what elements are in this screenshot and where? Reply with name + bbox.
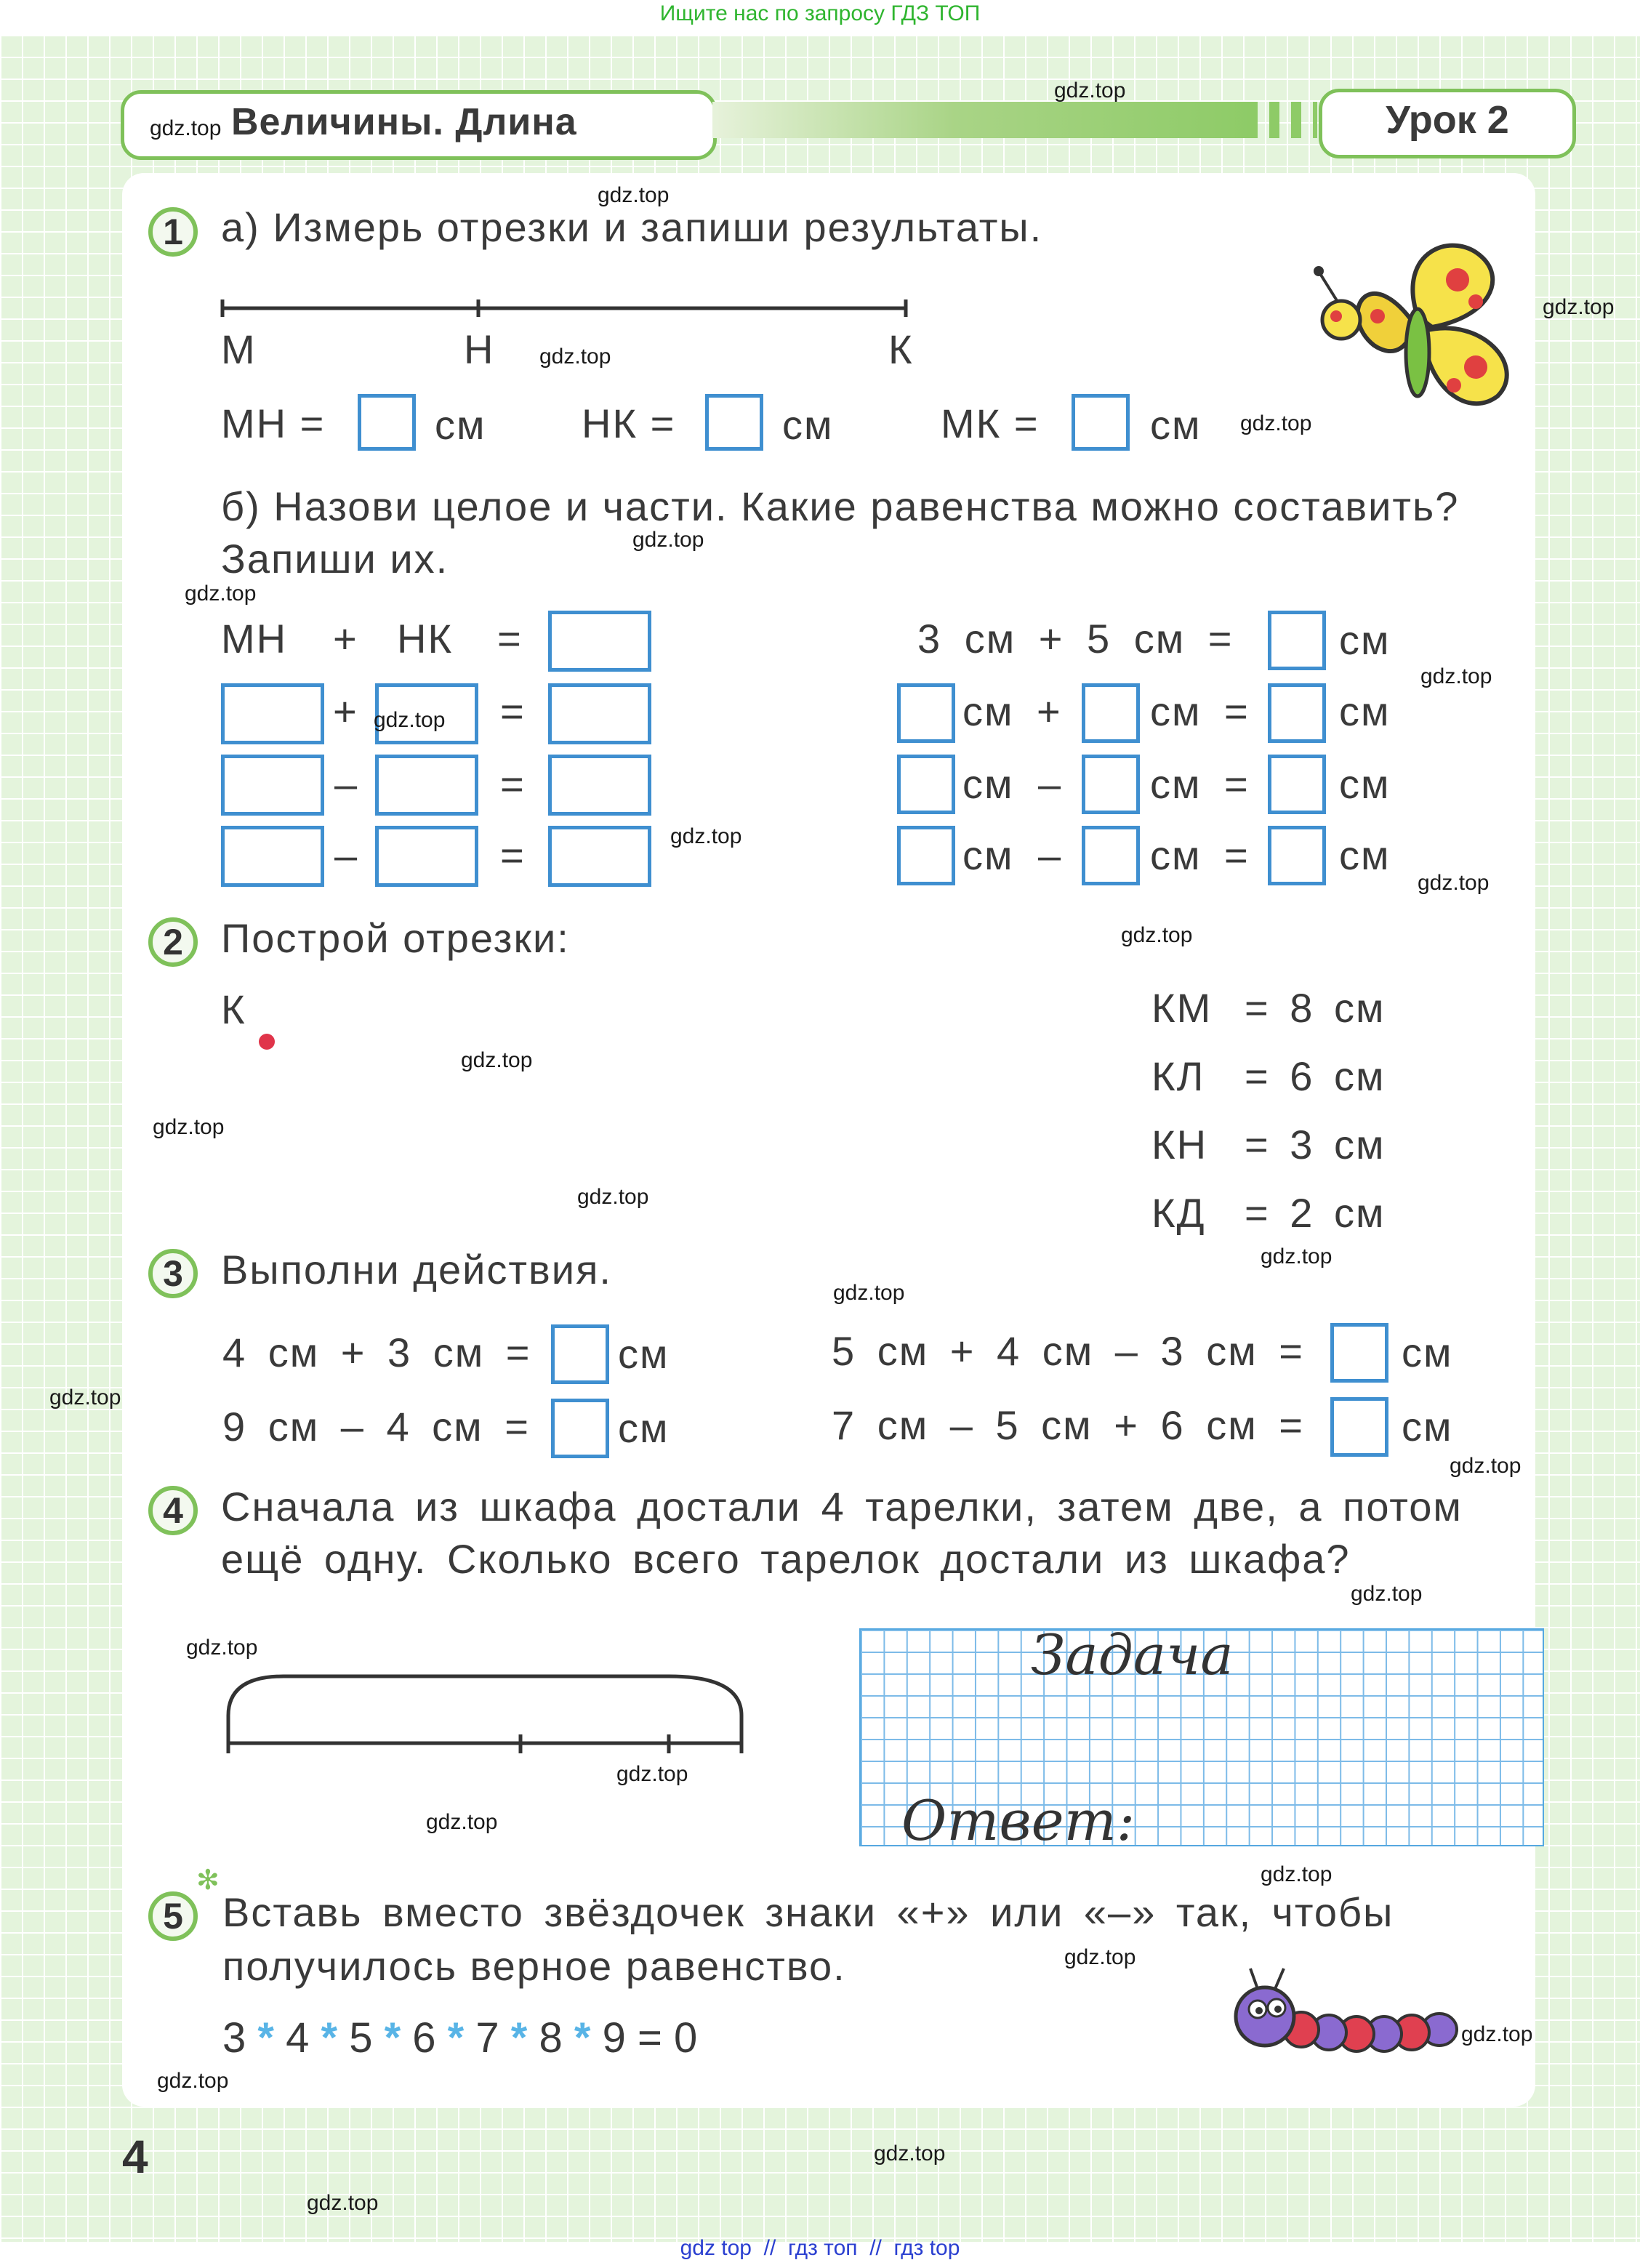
watermark-text: gdz.top (632, 528, 704, 552)
task1-number: 1 (148, 207, 198, 257)
task4-answer-word: Ответ: (901, 1788, 1135, 1853)
watermark-text: gdz.top (1420, 664, 1492, 688)
eq5-result-box[interactable] (1268, 611, 1326, 670)
unit-cm: см (1339, 761, 1391, 807)
segment-kd-value: = 2 см (1245, 1190, 1386, 1236)
segment-kh-name: КН (1151, 1122, 1208, 1167)
unit-cm: см (1150, 402, 1202, 448)
watermark-text: gdz.top (1543, 295, 1615, 319)
watermark-text: gdz.top (186, 1636, 258, 1660)
watermark-text: gdz.top (374, 708, 446, 732)
watermark-text: gdz.top (49, 1386, 121, 1410)
footer-links[interactable]: gdz top // гдз топ // гдз top (680, 2236, 960, 2260)
lesson-label: Урок 2 (1386, 98, 1509, 142)
watermark-text: gdz.top (157, 2069, 229, 2093)
header-stripe (712, 102, 1250, 138)
point-k-dot[interactable] (259, 1034, 275, 1050)
point-m-label: М (221, 326, 257, 372)
watermark-text: gdz.top (307, 2191, 379, 2215)
unit-cm: см (618, 1331, 670, 1377)
sign-slot[interactable]: * (257, 2014, 274, 2062)
sign-slot[interactable]: * (447, 2014, 465, 2062)
unit-cm: см (1339, 617, 1391, 663)
eq2-op: + (333, 688, 358, 734)
digit: 4 (286, 2014, 310, 2062)
eq3-box-a[interactable] (221, 755, 324, 816)
eq3-box-b[interactable] (375, 755, 478, 816)
equation-result: = 0 (637, 2014, 698, 2062)
eq7-box-a[interactable] (897, 755, 955, 814)
task5-star-marker: ✻ (196, 1865, 220, 1896)
measure-hk-label: НК = (582, 401, 676, 446)
eq6-result-box[interactable] (1268, 683, 1326, 743)
task5-equation (222, 2014, 697, 2062)
sign-slot[interactable]: * (510, 2014, 528, 2062)
unit-cm: см (1339, 688, 1391, 734)
watermark-text: gdz.top (185, 582, 257, 606)
eq7-equals: = (1224, 761, 1250, 807)
measure-mk-label: МК = (941, 401, 1040, 446)
task1-b-text-line1: б) Назови целое и части. Какие равенства можно составить? (221, 483, 1460, 529)
eq-left-hk: НК (397, 616, 454, 662)
task1-a-text: а) Измерь отрезки и запиши результаты. (221, 204, 1043, 250)
eq6-op: + (1037, 688, 1062, 734)
watermark-text: gdz.top (539, 345, 611, 369)
eq8-equals: = (1224, 832, 1250, 878)
watermark-text: gdz.top (1121, 923, 1193, 947)
unit-cm: см (1150, 832, 1202, 878)
header-ticks (1247, 102, 1317, 138)
eq7-result-box[interactable] (1268, 755, 1326, 814)
point-k-label: К (221, 986, 246, 1032)
task1-b-text-line2: Запиши их. (221, 536, 449, 582)
task3-expr-1: 4 см + 3 см = (222, 1330, 531, 1375)
eq2-result-box[interactable] (548, 683, 651, 744)
header-watermark: gdz.top (150, 116, 222, 140)
page-number: 4 (122, 2131, 148, 2183)
eq-left-plus: + (333, 616, 358, 662)
answer-box-mh[interactable] (358, 394, 416, 451)
answer-box-mk[interactable] (1072, 394, 1130, 451)
unit-cm: см (1150, 761, 1202, 807)
task4-schema (218, 1665, 756, 1766)
unit-cm: см (618, 1405, 670, 1451)
eq4-equals: = (500, 832, 526, 878)
segment-kh-value: = 3 см (1245, 1122, 1386, 1167)
watermark-text: gdz.top (1240, 411, 1312, 435)
eq3-op: – (334, 761, 359, 807)
eq6-equals: = (1224, 688, 1250, 734)
task3-answer-box-2[interactable] (551, 1399, 609, 1458)
eq1-result-box[interactable] (548, 611, 651, 672)
segment-km-name: КМ (1151, 985, 1213, 1031)
watermark-text: gdz.top (1261, 1862, 1332, 1886)
eq6-box-a[interactable] (897, 683, 955, 743)
task4-task-word: Задача (1031, 1622, 1234, 1687)
segment-kl-value: = 6 см (1245, 1053, 1386, 1099)
segment-mk (211, 291, 923, 327)
unit-cm: см (962, 832, 1014, 878)
butterfly-illustration (1309, 229, 1527, 425)
eq2-equals: = (500, 688, 526, 734)
watermark-text: gdz.top (1261, 1244, 1332, 1268)
eq6-box-b[interactable] (1082, 683, 1140, 743)
eq-right-first: 3 см + 5 см = (917, 616, 1234, 662)
task3-answer-box-3[interactable] (1330, 1323, 1388, 1383)
digit: 6 (412, 2014, 436, 2062)
eq-left-equals: = (497, 616, 523, 662)
task3-expr-3: 5 см + 4 см – 3 см = (832, 1328, 1304, 1374)
sign-slot[interactable]: * (384, 2014, 401, 2062)
unit-cm: см (1402, 1330, 1453, 1375)
unit-cm: см (962, 688, 1014, 734)
unit-cm: см (962, 761, 1014, 807)
watermark-text: gdz.top (577, 1185, 649, 1209)
eq-left-mh: МН (221, 616, 288, 662)
segment-kd-name: КД (1151, 1190, 1206, 1236)
answer-box-hk[interactable] (705, 394, 763, 451)
eq4-op: – (334, 832, 359, 878)
point-h-label: Н (464, 326, 495, 372)
eq7-op: – (1038, 761, 1063, 807)
task3-answer-box-1[interactable] (551, 1324, 609, 1384)
unit-cm: см (1402, 1404, 1453, 1449)
watermark-text: gdz.top (616, 1762, 688, 1786)
task3-number: 3 (148, 1249, 198, 1298)
task2-number: 2 (148, 917, 198, 967)
task5-number: 5 (148, 1891, 198, 1941)
watermark-text: gdz.top (833, 1281, 905, 1305)
topic-title: Величины. Длина (231, 101, 577, 143)
eq4-box-b[interactable] (375, 826, 478, 887)
segment-kl-name: КЛ (1151, 1053, 1205, 1099)
point-k-label: К (888, 326, 914, 372)
measure-mh-label: МН = (221, 401, 326, 446)
digit: 7 (475, 2014, 499, 2062)
sign-slot[interactable]: * (321, 2014, 338, 2062)
digit: 9 (602, 2014, 626, 2062)
eq3-equals: = (500, 761, 526, 807)
sign-slot[interactable]: * (574, 2014, 591, 2062)
watermark-text: gdz.top (1461, 2022, 1533, 2046)
eq3-result-box[interactable] (548, 755, 651, 816)
unit-cm: см (782, 402, 834, 448)
eq4-box-a[interactable] (221, 826, 324, 887)
watermark-text: gdz.top (1418, 871, 1490, 895)
unit-cm: см (1150, 688, 1202, 734)
watermark-text: gdz.top (426, 1810, 498, 1834)
digit: 8 (539, 2014, 563, 2062)
digit: 3 (222, 2014, 246, 2062)
eq7-box-b[interactable] (1082, 755, 1140, 814)
task4-text-line2: ещё одну. Сколько всего тарелок достали из шкафа? (221, 1536, 1351, 1582)
eq8-box-a[interactable] (897, 826, 955, 885)
task2-text: Построй отрезки: (221, 915, 570, 961)
task4-text-line1: Сначала из шкафа достали 4 тарелки, затем две, а потом (221, 1484, 1463, 1529)
eq4-result-box[interactable] (548, 826, 651, 887)
task3-expr-2: 9 см – 4 см = (222, 1404, 530, 1449)
eq8-box-b[interactable] (1082, 826, 1140, 885)
task5-text-line2: получилось верное равенство. (222, 1943, 846, 1989)
segment-km-value: = 8 см (1245, 985, 1386, 1031)
watermark-text: gdz.top (874, 2142, 946, 2166)
task4-number: 4 (148, 1486, 198, 1535)
watermark-text: gdz.top (598, 183, 670, 207)
watermark-text: gdz.top (1064, 1945, 1136, 1969)
task3-expr-4: 7 см – 5 см + 6 см = (832, 1402, 1304, 1448)
eq8-op: – (1038, 832, 1063, 878)
eq8-result-box[interactable] (1268, 826, 1326, 885)
digit: 5 (349, 2014, 373, 2062)
watermark-text: gdz.top (1450, 1454, 1522, 1478)
watermark-text: gdz.top (1351, 1582, 1423, 1606)
watermark-text: gdz.top (461, 1048, 533, 1072)
watermark-text: gdz.top (153, 1115, 225, 1139)
eq2-box-a[interactable] (221, 683, 324, 744)
unit-cm: см (435, 402, 486, 448)
top-banner[interactable]: Ищите нас по запросу ГДЗ ТОП (659, 1, 981, 25)
task3-text: Выполни действия. (221, 1247, 612, 1292)
watermark-text: gdz.top (1054, 79, 1126, 102)
task3-answer-box-4[interactable] (1330, 1397, 1388, 1457)
caterpillar-illustration (1221, 1963, 1461, 2079)
task5-text-line1: Вставь вместо звёздочек знаки «+» или «–» так, чтобы (222, 1889, 1394, 1935)
watermark-text: gdz.top (670, 824, 742, 848)
unit-cm: см (1339, 832, 1391, 878)
